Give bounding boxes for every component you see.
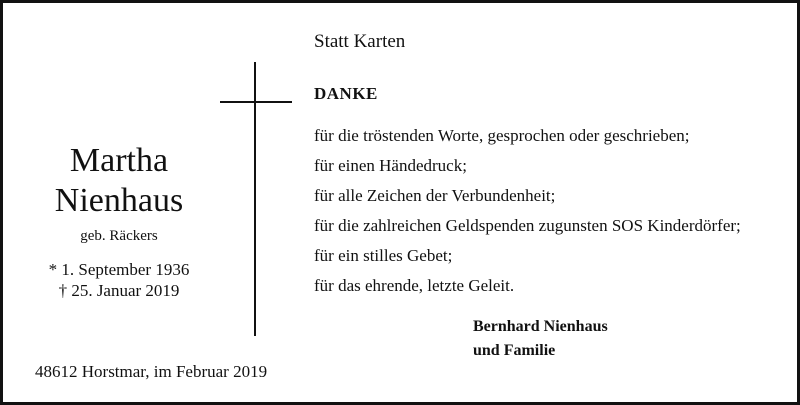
birth-date: * 1. September 1936 (48, 260, 190, 279)
signature-block (473, 315, 608, 363)
deceased-last-name: Nienhaus (54, 182, 184, 219)
signature-family: und Familie (473, 342, 556, 359)
death-date: † 25. Januar 2019 (58, 281, 180, 300)
thanks-heading: DANKE (314, 84, 378, 103)
thanks-line: für ein stilles Gebet; (314, 246, 453, 265)
place-and-date: 48612 Horstmar, im Februar 2019 (35, 362, 268, 381)
deceased-first-name: Martha (69, 142, 169, 179)
life-dates (13, 259, 225, 301)
thanks-line: für alle Zeichen der Verbundenheit; (314, 186, 556, 205)
thanks-line: für die tröstenden Worte, gesprochen oder geschrieben; (314, 126, 690, 145)
thanks-lines (314, 121, 784, 301)
deceased-maiden-name: geb. Räckers (80, 228, 158, 244)
deceased-block (13, 141, 225, 301)
thanks-line: für das ehrende, letzte Geleit. (314, 276, 515, 295)
header-label: Statt Karten (314, 31, 406, 52)
thanks-message (314, 83, 784, 301)
cross-vertical-bar (254, 62, 256, 336)
cross-horizontal-bar (220, 101, 292, 103)
signature-name: Bernhard Nienhaus (473, 318, 608, 335)
thanks-line: für einen Händedruck; (314, 156, 467, 175)
thanks-line: für die zahlreichen Geldspenden zugunsten SOS Kinderdörfer; (314, 216, 741, 235)
